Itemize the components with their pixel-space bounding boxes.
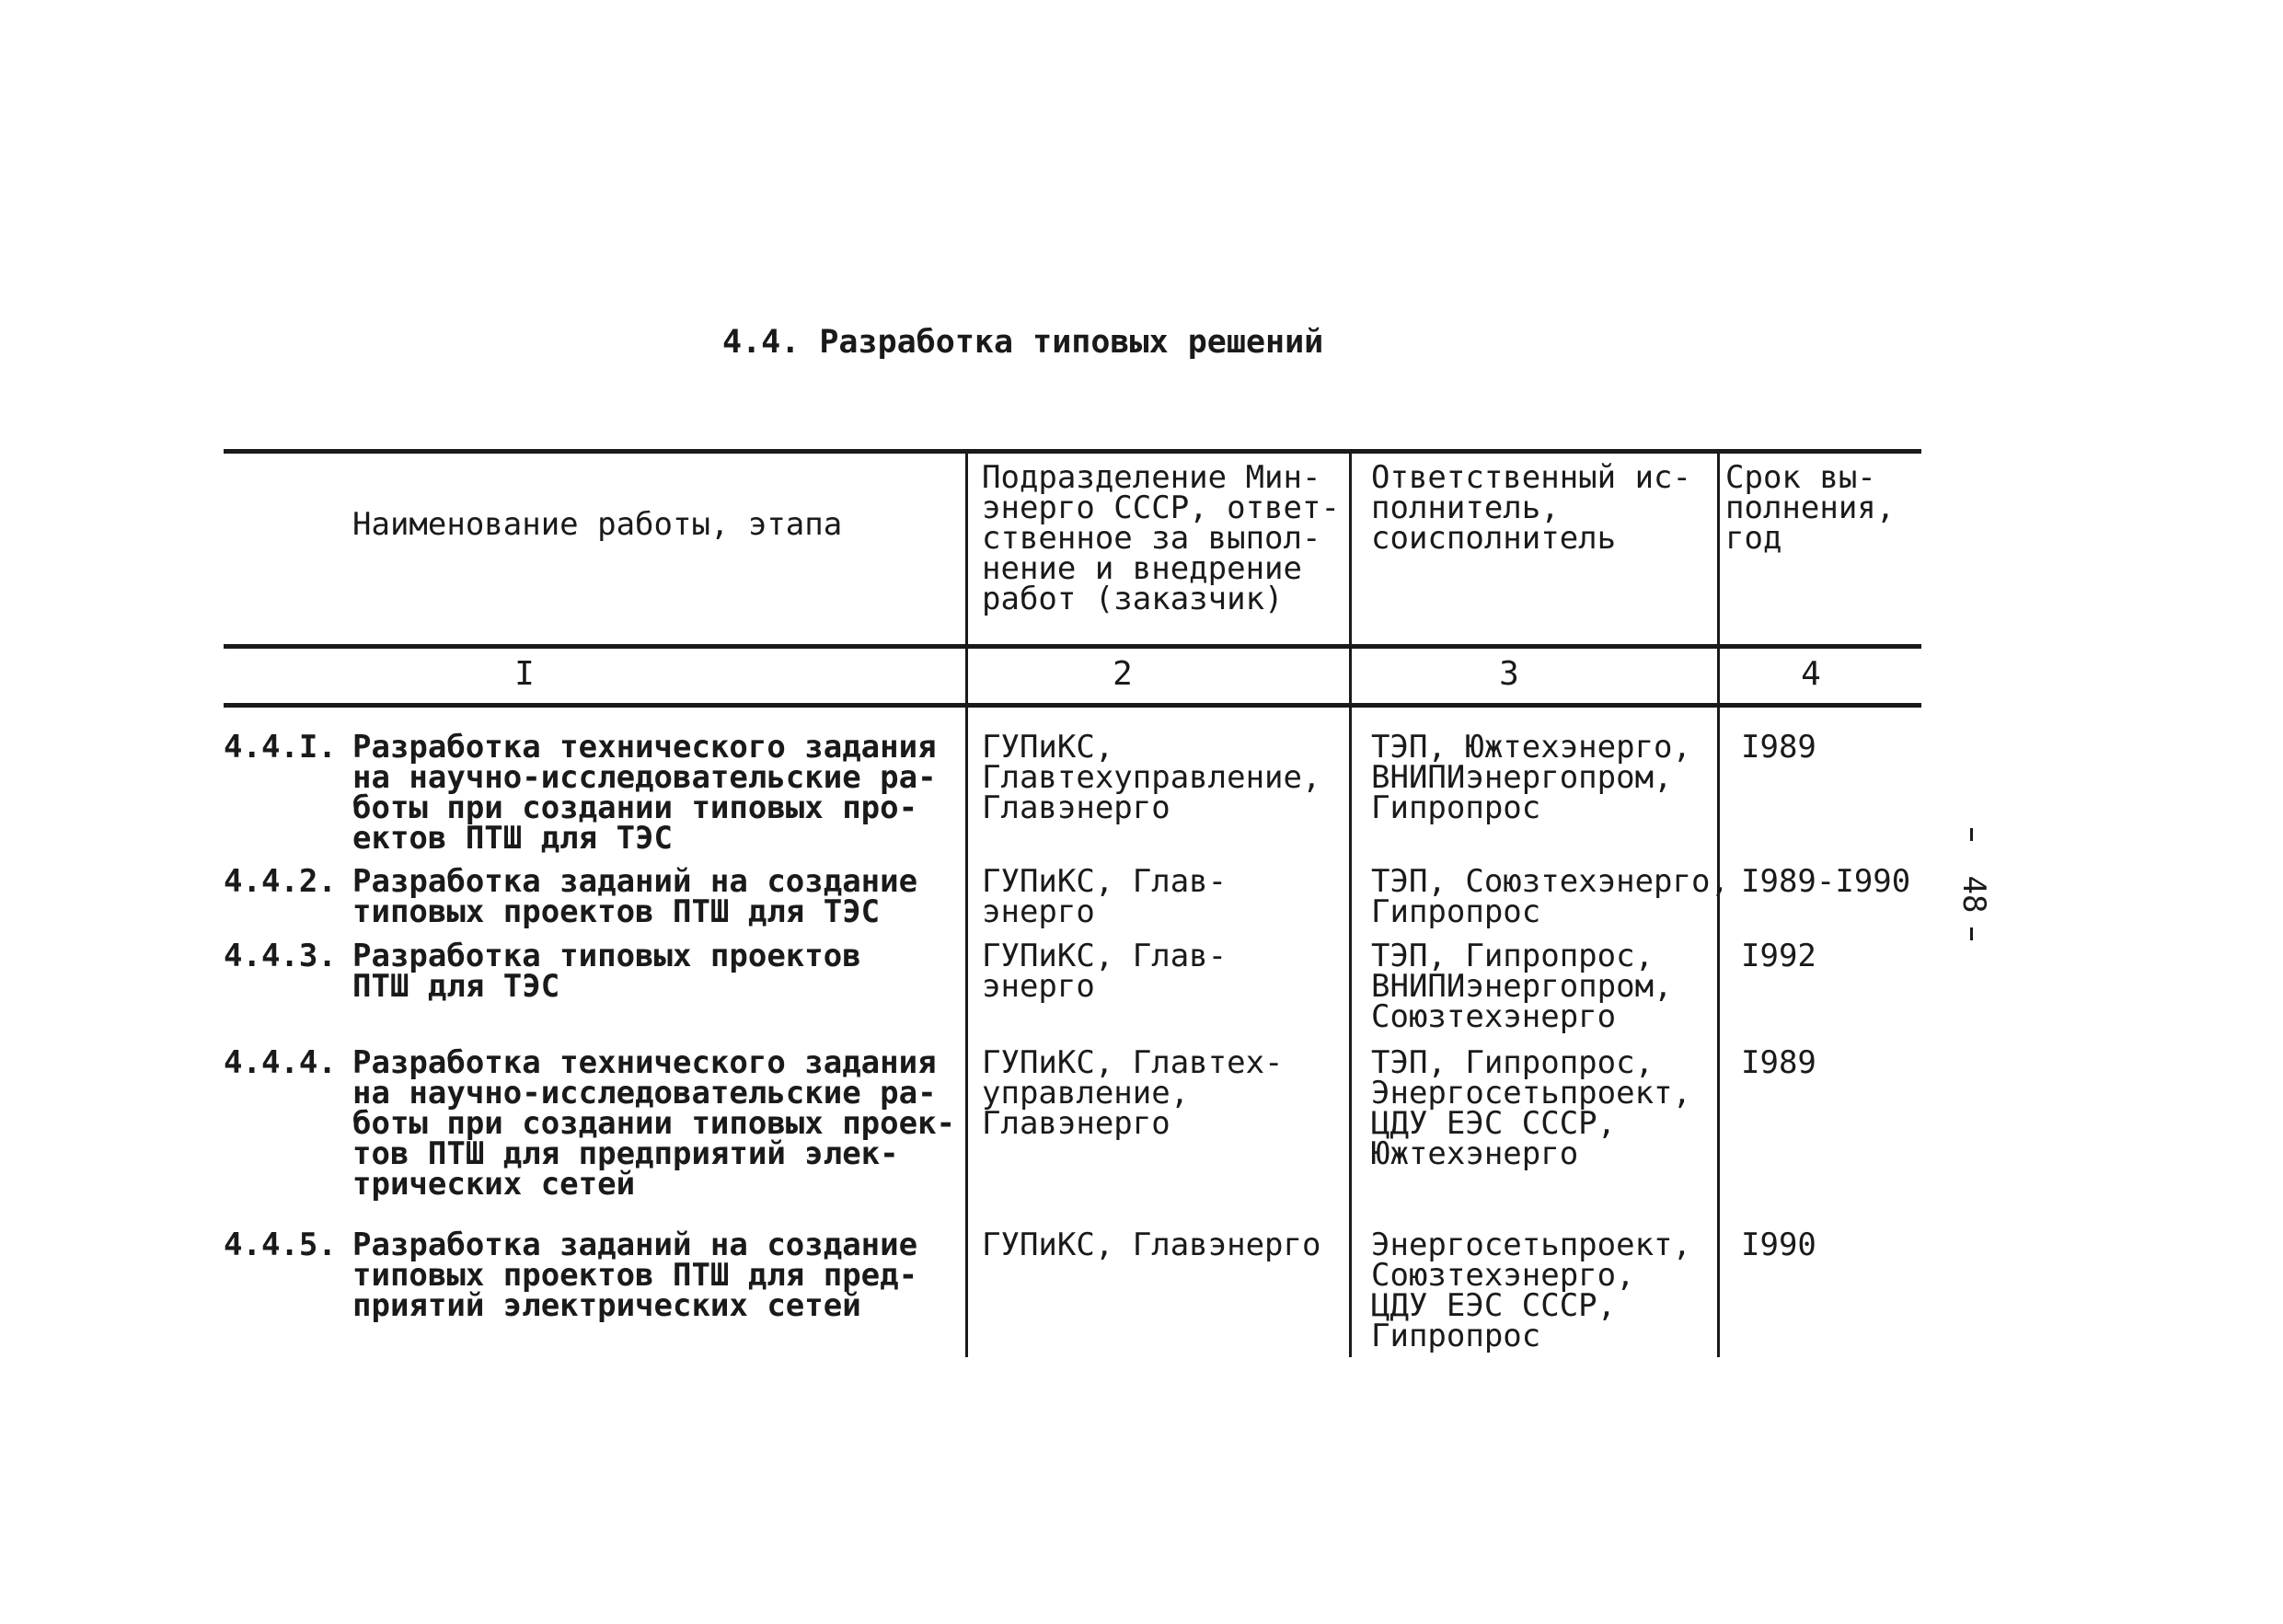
table-row-number: 4.4.4. xyxy=(224,1044,337,1081)
table-row-number: 4.4.5. xyxy=(224,1227,337,1263)
table-row-number: 4.4.I. xyxy=(224,729,337,766)
table-row-name: Разработка технического задания на научно-исследовательские ра- боты при создании типовых проек- тов ПТШ для предприятий элек- трических сетей xyxy=(352,1044,956,1203)
column-divider-2 xyxy=(1349,451,1352,1357)
column-number-4: 4 xyxy=(1801,655,1821,693)
column-number-rule xyxy=(224,703,1921,708)
header-deadline: Срок вы- полнения, год xyxy=(1725,459,1896,557)
page-number-mark xyxy=(1948,828,2003,948)
page-number-dash-top xyxy=(1970,828,1973,841)
column-number-1: I xyxy=(514,655,535,693)
table-row-executor: ТЭП, Союзтехэнерго, Гипропрос xyxy=(1371,863,1729,930)
header-division: Подразделение Мин- энерго СССР, ответ- ственное за выпол- нение и внедрение работ (заказчик) xyxy=(982,459,1340,617)
table-top-rule xyxy=(224,449,1921,454)
header-bottom-rule xyxy=(224,644,1921,649)
table-row-number: 4.4.3. xyxy=(224,938,337,974)
page-number: 48 xyxy=(1955,875,1992,914)
table-row-executor: ТЭП, Южтехэнерго, ВНИПИэнергопром, Гипропрос xyxy=(1371,729,1691,826)
table-row-division: ГУПиКС, Главэнерго xyxy=(982,1227,1321,1263)
table-row-year: I990 xyxy=(1741,1227,1816,1263)
table-row-name: Разработка технического задания на научно-исследовательские ра- боты при создании типовых про- ектов ПТШ для ТЭС xyxy=(352,729,937,857)
table-row-division: ГУПиКС, Главтехуправление, Главэнерго xyxy=(982,729,1321,826)
table-row-executor: ТЭП, Гипропрос, Энергосетьпроект, ЦДУ ЕЭС СССР, Южтехэнерго xyxy=(1371,1044,1691,1172)
table-row-year: I989 xyxy=(1741,729,1816,766)
table-row-division: ГУПиКС, Глав- энерго xyxy=(982,863,1228,930)
table-row-year: I989-I990 xyxy=(1741,863,1911,900)
section-title: 4.4. Разработка типовых решений xyxy=(722,324,1324,361)
header-work-name: Наименование работы, этапа xyxy=(352,506,843,543)
table-row-division: ГУПиКС, Главтех- управление, Главэнерго xyxy=(982,1044,1284,1142)
column-number-2: 2 xyxy=(1113,655,1133,693)
table-row-year: I992 xyxy=(1741,938,1816,974)
table-row-year: I989 xyxy=(1741,1044,1816,1081)
table-row-name: Разработка заданий на создание типовых проектов ПТШ для ТЭС xyxy=(352,863,918,930)
table-row-number: 4.4.2. xyxy=(224,863,337,900)
column-number-3: 3 xyxy=(1499,655,1519,693)
table-row-executor: Энергосетьпроект, Союзтехэнерго, ЦДУ ЕЭС СССР, Гипропрос xyxy=(1371,1227,1691,1354)
page-number-dash-bottom xyxy=(1970,927,1973,940)
table-row-executor: ТЭП, Гипропрос, ВНИПИэнергопром, Союзтехэнерго xyxy=(1371,938,1673,1035)
table-row-name: Разработка типовых проектов ПТШ для ТЭС xyxy=(352,938,861,1005)
table-row-division: ГУПиКС, Глав- энерго xyxy=(982,938,1228,1005)
column-divider-1 xyxy=(965,451,968,1357)
header-executor: Ответственный ис- полнитель, соисполнитель xyxy=(1371,459,1691,557)
table-row-name: Разработка заданий на создание типовых проектов ПТШ для пред- приятий электрических сетей xyxy=(352,1227,918,1324)
